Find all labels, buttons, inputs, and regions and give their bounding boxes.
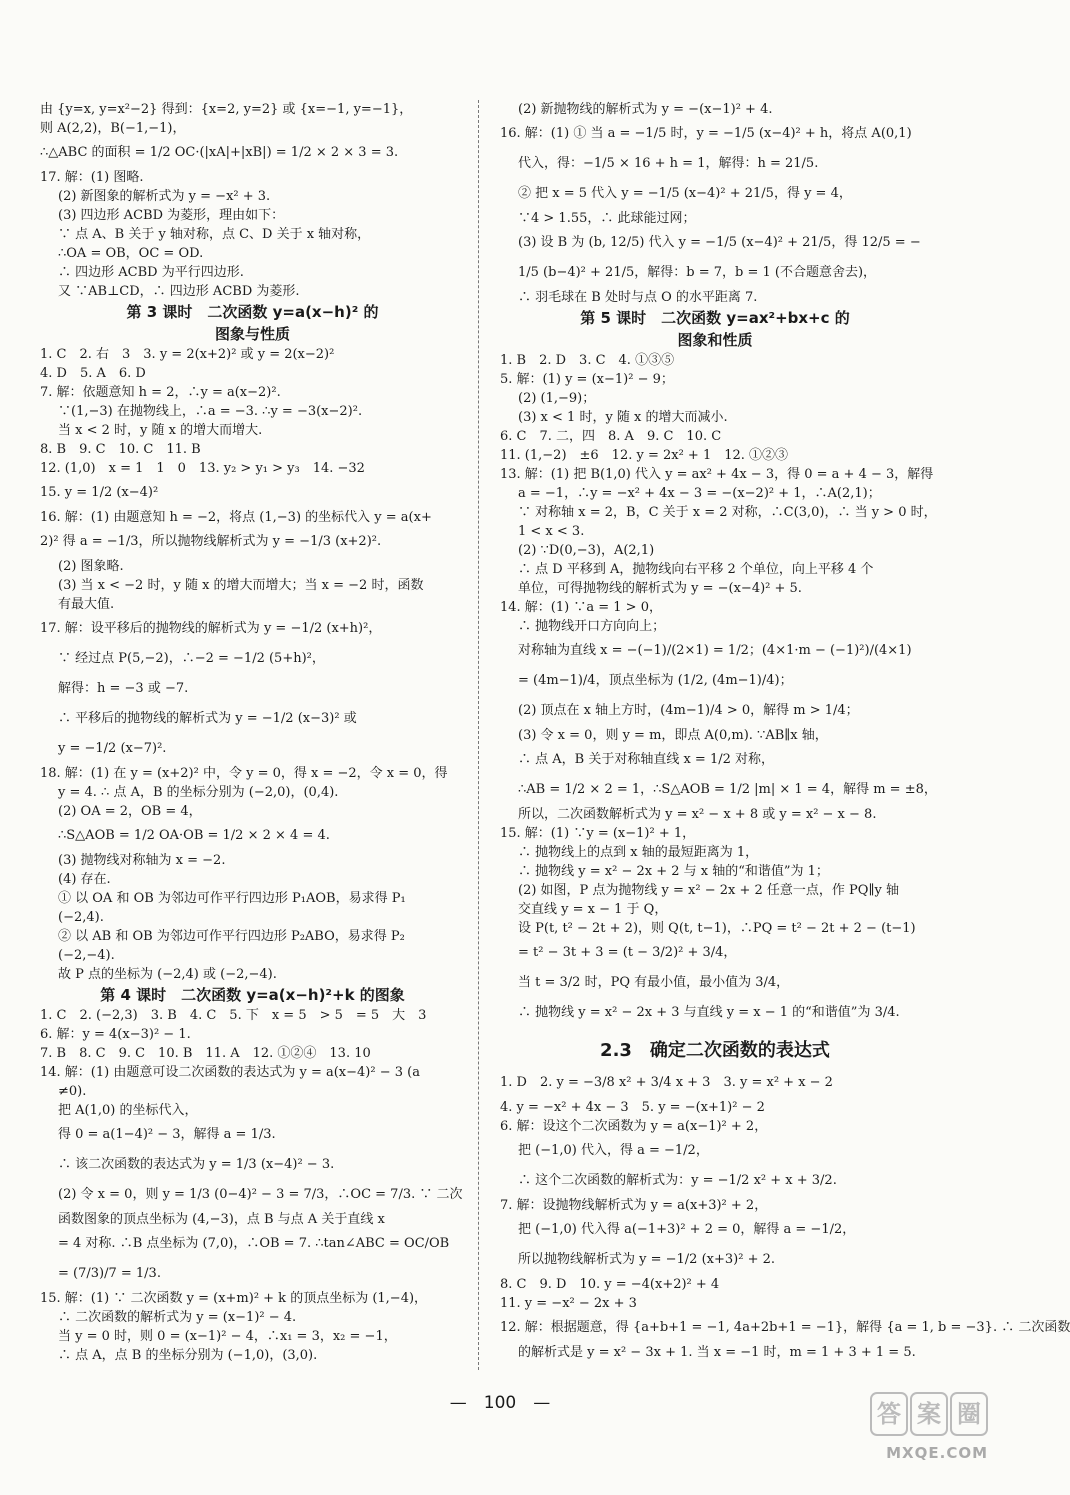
answer-line: ∴ 抛物线 y = x² − 2x + 2 与 x 轴的“和谐值”为 1； — [518, 864, 829, 879]
answer-line: 解得：h = −3 或 −7. — [58, 681, 189, 696]
watermark-chars — [838, 1392, 988, 1436]
answer-line: 1. B 2. D 3. C 4. ①③⑤ — [500, 353, 675, 368]
answer-line: (3) 设 B 为 (b, 12/5) 代入 y = −1/5 (x−4)² + 21/5，得 12/5 = − — [518, 235, 921, 250]
lesson-heading: 图象和性质 — [677, 331, 753, 349]
answer-line: 对称轴为直线 x = −(−1)/(2×1) = 1/2；(4×1·m − (−1)²)/(4×1) — [518, 643, 912, 658]
answer-line: ② 以 AB 和 OB 为邻边可作平行四边形 P₂ABO，易求得 P₂ — [58, 929, 405, 944]
answer-line: ∴ 点 A，B 关于对称轴直线 x = 1/2 对称， — [518, 752, 775, 767]
answer-line: 把 (−1,0) 代入得 a(−1+3)² + 2 = 0，解得 a = −1/2， — [518, 1222, 856, 1237]
answer-line: 设 P(t, t² − 2t + 2)，则 Q(t, t−1)，∴PQ = t² − 2t + 2 − (t−1) — [518, 921, 916, 936]
answer-line: 当 y = 0 时，则 0 = (x−1)² − 4，∴x₁ = 3，x₂ = −1， — [58, 1329, 397, 1344]
answer-line: 得 0 = a(1−4)² − 3，解得 a = 1/3. — [58, 1127, 276, 1142]
answer-line: ∴ 二次函数的解析式为 y = (x−1)² − 4. — [58, 1310, 297, 1325]
answer-line: 所以抛物线解析式为 y = −1/2 (x+3)² + 2. — [518, 1252, 775, 1267]
answer-line: y = 4. ∴ 点 A，B 的坐标分别为 (−2,0)，(0,4). — [58, 785, 339, 800]
answer-line: 单位，可得抛物线的解析式为 y = −(x−4)² + 5. — [518, 581, 802, 596]
answer-line: 15. 解：(1) ∵y = (x−1)² + 1， — [500, 826, 696, 841]
answer-line: = (7/3)/7 = 1/3. — [58, 1266, 161, 1281]
answer-line: ∴ 抛物线开口方向向上； — [518, 619, 666, 634]
watermark-char: 答 — [870, 1392, 908, 1436]
answer-line: 6. 解：y = 4(x−3)² − 1. — [40, 1027, 191, 1042]
answer-line: ∵ 经过点 P(5,−2)，∴−2 = −1/2 (5+h)²， — [58, 651, 325, 666]
answer-line: 有最大值. — [58, 597, 115, 612]
answer-line: (3) 当 x < −2 时，y 随 x 的增大而增大；当 x = −2 时，函数 — [58, 578, 424, 593]
answer-line: 15. y = 1/2 (x−4)² — [40, 485, 159, 500]
answer-line: 6. C 7. 二，四 8. A 9. C 10. C — [500, 429, 722, 444]
watermark-char: 案 — [910, 1392, 948, 1436]
answer-line: (2) 新抛物线的解析式为 y = −(x−1)² + 4. — [518, 102, 773, 117]
answer-line: 当 x < 2 时，y 随 x 的增大而增大. — [58, 423, 263, 438]
answer-line: 1. C 2. (−2,3) 3. B 4. C 5. 下 x = 5 > 5 = 5 大 3 — [40, 1008, 427, 1023]
section-heading: 2.3 确定二次函数的表达式 — [600, 1040, 830, 1061]
answer-line: ∴ 四边形 ACBD 为平行四边形. — [58, 265, 244, 280]
answer-line: 的解析式是 y = x² − 3x + 1. 当 x = −1 时，m = 1 + 3 + 1 = 5. — [518, 1345, 916, 1360]
answer-line: ≠0). — [58, 1084, 87, 1099]
answer-line: 又 ∵AB⊥CD，∴ 四边形 ACBD 为菱形. — [58, 284, 300, 299]
answer-line: 11. y = −x² − 2x + 3 — [500, 1296, 637, 1311]
answer-line: (2) (1,−9)； — [518, 391, 596, 406]
answer-line: 1. C 2. 右 3 3. y = 2(x+2)² 或 y = 2(x−2)² — [40, 347, 335, 362]
answer-line: ② 把 x = 5 代入 y = −1/5 (x−4)² + 21/5，得 y = 4， — [518, 186, 852, 201]
answer-line: 4. D 5. A 6. D — [40, 366, 146, 381]
answer-line: 则 A(2,2)，B(−1,−1)， — [40, 121, 186, 136]
answer-line: (−2,−4). — [58, 948, 115, 963]
answer-line: 16. 解：(1) 由题意知 h = −2，将点 (1,−3) 的坐标代入 y = a(x+ — [40, 510, 432, 525]
answer-line: 函数图象的顶点坐标为 (4,−3)，点 B 与点 A 关于直线 x — [58, 1212, 385, 1227]
answer-line: 把 A(1,0) 的坐标代入， — [58, 1103, 198, 1118]
answer-line: 代入，得：−1/5 × 16 + h = 1，解得：h = 21/5. — [518, 156, 819, 171]
answer-line: 7. B 8. C 9. C 10. B 11. A 12. ①②④ 13. 10 — [40, 1046, 371, 1061]
answer-line: 1/5 (b−4)² + 21/5，解得：b = 7，b = 1 (不合题意舍去)， — [518, 265, 877, 280]
answer-line: 11. (1,−2) ±6 12. y = 2x² + 1 12. ①②③ — [500, 448, 789, 463]
answer-line: a = −1，∴y = −x² + 4x − 3 = −(x−2)² + 1，∴A(2,1)； — [518, 486, 881, 501]
answer-line: ∵ 对称轴 x = 2，B，C 关于 x = 2 对称，∴C(3,0)，∴ 当 y > 0 时， — [518, 505, 937, 520]
column-divider — [478, 100, 479, 1370]
page-number: — 100 — — [449, 1393, 551, 1413]
lesson-heading: 第 4 课时 二次函数 y=a(x−h)²+k 的图象 — [100, 986, 405, 1004]
answer-line: ∴ 点 A，点 B 的坐标分别为 (−1,0)，(3,0). — [58, 1348, 318, 1363]
watermark-url: MXQE.COM — [886, 1444, 988, 1462]
answer-line: ① 以 OA 和 OB 为邻边可作平行四边形 P₁AOB，易求得 P₁ — [58, 891, 406, 906]
answer-line: 5. 解：(1) y = (x−1)² − 9； — [500, 372, 674, 387]
answer-line: ∴ 点 D 平移到 A，抛物线向右平移 2 个单位，向上平移 4 个 — [518, 562, 874, 577]
answer-line: 12. (1,0) x = 1 1 0 13. y₂ > y₁ > y₃ 14. −32 — [40, 461, 365, 476]
answer-line: 18. 解：(1) 在 y = (x+2)² 中，令 y = 0，得 x = −2，令 x = 0，得 — [40, 766, 448, 781]
answer-line: ∴OA = OB，OC = OD. — [58, 246, 204, 261]
watermark-logo — [838, 1392, 988, 1487]
answer-line: ∵4 > 1.55，∴ 此球能过网； — [518, 211, 696, 226]
watermark-char: 圈 — [950, 1392, 988, 1436]
answer-line: 15. 解：(1) ∵ 二次函数 y = (x+m)² + k 的顶点坐标为 (1,−4)， — [40, 1291, 428, 1306]
answer-line: 6. 解：设这个二次函数为 y = a(x−1)² + 2， — [500, 1119, 768, 1134]
answer-line: (2) OA = 2，OB = 4， — [58, 804, 202, 819]
answer-line: 13. 解：(1) 把 B(1,0) 代入 y = ax² + 4x − 3，得 0 = a + 4 − 3，解得 — [500, 467, 934, 482]
answer-line: (3) 抛物线对称轴为 x = −2. — [58, 853, 226, 868]
answer-line: 8. C 9. D 10. y = −4(x+2)² + 4 — [500, 1277, 720, 1292]
answer-line: 1. D 2. y = −3/8 x² + 3/4 x + 3 3. y = x² + x − 2 — [500, 1075, 833, 1090]
answer-line: = (4m−1)/4，顶点坐标为 (1/2, (4m−1)/4)； — [518, 673, 793, 688]
answer-line: (2) 图象略. — [58, 559, 124, 574]
answer-line: ∴△ABC 的面积 = 1/2 OC·(|xA|+|xB|) = 1/2 × 2 × 3 = 3. — [40, 145, 399, 160]
answer-line: 7. 解：依题意知 h = 2，∴y = a(x−2)². — [40, 385, 281, 400]
answer-line: 所以，二次函数解析式为 y = x² − x + 8 或 y = x² − x − 8. — [518, 807, 877, 822]
answer-line: 1 < x < 3. — [518, 524, 585, 539]
answer-line: ∴ 该二次函数的表达式为 y = 1/3 (x−4)² − 3. — [58, 1157, 335, 1172]
answer-line: (3) 四边形 ACBD 为菱形，理由如下： — [58, 208, 285, 223]
answer-line: y = −1/2 (x−7)². — [58, 741, 167, 756]
answer-line: ∵(1,−3) 在抛物线上，∴a = −3. ∴y = −3(x−2)². — [58, 404, 363, 419]
answer-line: ∴ 羽毛球在 B 处时与点 O 的水平距离 7. — [518, 290, 758, 305]
answer-line: (2) 新图象的解析式为 y = −x² + 3. — [58, 189, 271, 204]
answer-line: 7. 解：设抛物线解析式为 y = a(x+3)² + 2， — [500, 1198, 768, 1213]
answer-line: 当 t = 3/2 时，PQ 有最小值，最小值为 3/4， — [518, 975, 790, 990]
lesson-heading: 第 5 课时 二次函数 y=ax²+bx+c 的 — [580, 309, 850, 327]
answer-line: 故 P 点的坐标为 (−2,4) 或 (−2,−4). — [58, 967, 277, 982]
answer-line: 12. 解：根据题意，得 {a+b+1 = −1, 4a+2b+1 = −1}，解得 {a = 1, b = −3}. ∴ 二次函数 — [500, 1320, 1070, 1335]
answer-line: 2)² 得 a = −1/3，所以抛物线解析式为 y = −1/3 (x+2)². — [40, 534, 382, 549]
left-column — [40, 100, 465, 1365]
answer-line: (2) ∵D(0,−3)，A(2,1) — [518, 543, 655, 558]
answer-line: ∴ 抛物线 y = x² − 2x + 3 与直线 y = x − 1 的“和谐值”为 3/4. — [518, 1005, 900, 1020]
answer-line: ∴ 这个二次函数的解析式为：y = −1/2 x² + x + 3/2. — [518, 1173, 837, 1188]
answer-line: ∴ 平移后的抛物线的解析式为 y = −1/2 (x−3)² 或 — [58, 711, 357, 726]
answer-line: 14. 解：(1) 由题意可设二次函数的表达式为 y = a(x−4)² − 3 (a — [40, 1065, 420, 1080]
answer-line: 4. y = −x² + 4x − 3 5. y = −(x+1)² − 2 — [500, 1100, 765, 1115]
lesson-heading: 图象与性质 — [214, 325, 290, 343]
answer-line: ∴S△AOB = 1/2 OA·OB = 1/2 × 2 × 4 = 4. — [58, 828, 330, 843]
answer-line: = t² − 3t + 3 = (t − 3/2)² + 3/4， — [518, 945, 737, 960]
lesson-heading: 第 3 课时 二次函数 y=a(x−h)² 的 — [126, 303, 379, 321]
answer-line: (−2,4). — [58, 910, 104, 925]
answer-line: ∵ 点 A、B 关于 y 轴对称，点 C、D 关于 x 轴对称， — [58, 227, 371, 242]
answer-line: 17. 解：设平移后的抛物线的解析式为 y = −1/2 (x+h)²， — [40, 621, 382, 636]
answer-line: = 4 对称. ∴B 点坐标为 (7,0)，∴OB = 7. ∴tan∠ABC = OC/OB — [58, 1236, 450, 1251]
answer-line: 由 {y=x, y=x²−2} 得到：{x=2, y=2} 或 {x=−1, y=−1}， — [40, 102, 413, 117]
answer-line: ∴ 抛物线上的点到 x 轴的最短距离为 1， — [518, 845, 759, 860]
answer-line: 16. 解：(1) ① 当 a = −1/5 时，y = −1/5 (x−4)² + h，将点 A(0,1) — [500, 126, 912, 141]
answer-line: 把 (−1,0) 代入，得 a = −1/2， — [518, 1143, 709, 1158]
answer-line: (4) 存在. — [58, 872, 111, 887]
answer-line: 14. 解：(1) ∵a = 1 > 0， — [500, 600, 662, 615]
answer-line: (2) 顶点在 x 轴上方时，(4m−1)/4 > 0，解得 m > 1/4； — [518, 703, 859, 718]
right-column — [500, 100, 1070, 1362]
answer-line: (2) 令 x = 0，则 y = 1/3 (0−4)² − 3 = 7/3，∴OC = 7/3. ∵ 二次 — [58, 1187, 463, 1202]
answer-line: (3) x < 1 时，y 随 x 的增大而减小. — [518, 410, 728, 425]
answer-line: 8. B 9. C 10. C 11. B — [40, 442, 201, 457]
answer-line: 17. 解：(1) 图略. — [40, 170, 144, 185]
answer-line: (2) 如图，P 点为抛物线 y = x² − 2x + 2 任意一点，作 PQ∥y 轴 — [518, 883, 899, 898]
answer-line: (3) 令 x = 0，则 y = m，即点 A(0,m). ∵AB∥x 轴， — [518, 728, 828, 743]
answer-line: ∴AB = 1/2 × 2 = 1，∴S△AOB = 1/2 |m| × 1 = 4，解得 m = ±8， — [518, 782, 937, 797]
answer-line: 交直线 y = x − 1 于 Q， — [518, 902, 668, 917]
